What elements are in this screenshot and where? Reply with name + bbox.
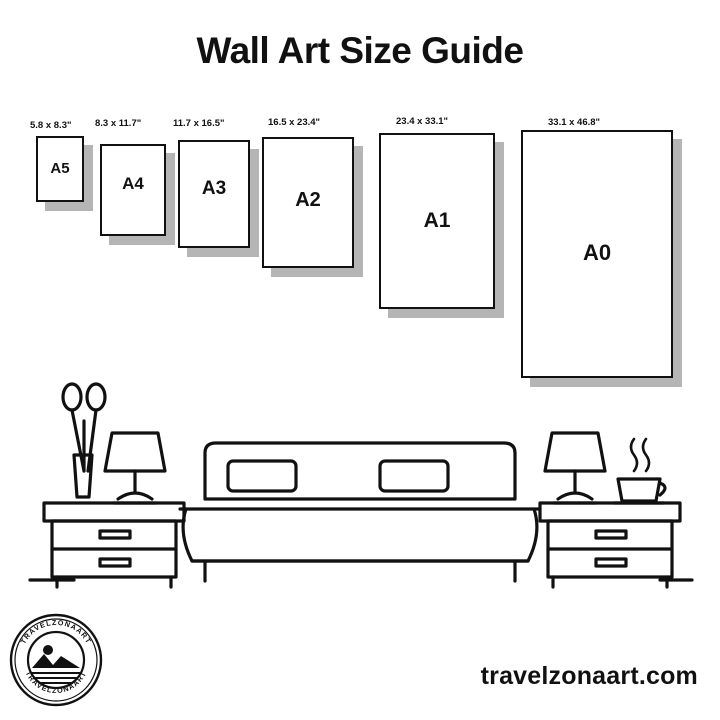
pillow-left [228, 461, 296, 491]
logo-arc-text-top: TRAVELZONAART [18, 617, 94, 646]
bed [180, 443, 540, 581]
frame-size-label-a2: 16.5 x 23.4" [268, 117, 321, 128]
logo-arc-text-bottom: TRAVELZONAART [23, 669, 89, 696]
coffee-cup [614, 439, 665, 503]
nightstand-right [540, 503, 680, 587]
nightstand-left [44, 503, 184, 587]
frame-box-a0[interactable] [521, 130, 673, 378]
logo-badge-icon [8, 612, 104, 708]
frame-size-label-a1: 23.4 x 33.1" [396, 116, 449, 127]
bedroom-illustration [0, 375, 720, 610]
frame-name-a5: A5 [50, 160, 70, 177]
website-url[interactable]: travelzonaart.com [480, 662, 698, 690]
vase-with-plant [63, 384, 105, 497]
frame-name-a2: A2 [295, 189, 321, 211]
frame-box-a1[interactable] [379, 133, 495, 309]
table-lamp-right [545, 433, 605, 503]
frame-box-a5[interactable] [36, 136, 84, 202]
frame-name-a3: A3 [201, 178, 227, 199]
pillow-right [380, 461, 448, 491]
frame-box-a2[interactable] [262, 137, 354, 268]
frame-size-label-a4: 8.3 x 11.7" [95, 118, 142, 129]
bedroom-scene [0, 375, 720, 610]
frame-name-a0: A0 [582, 240, 612, 265]
frame-size-label-a0: 33.1 x 46.8" [548, 117, 601, 128]
frame-size-label-a5: 5.8 x 8.3" [30, 120, 72, 131]
frame-name-a4: A4 [122, 174, 144, 193]
table-lamp-left [105, 433, 165, 503]
page-title: Wall Art Size Guide [196, 30, 524, 71]
frame-name-a1: A1 [423, 209, 451, 232]
frame-size-label-a3: 11.7 x 16.5" [173, 118, 225, 129]
frame-box-a4[interactable] [100, 144, 166, 236]
frame-box-a3[interactable] [178, 140, 250, 248]
brand-logo [8, 612, 104, 708]
